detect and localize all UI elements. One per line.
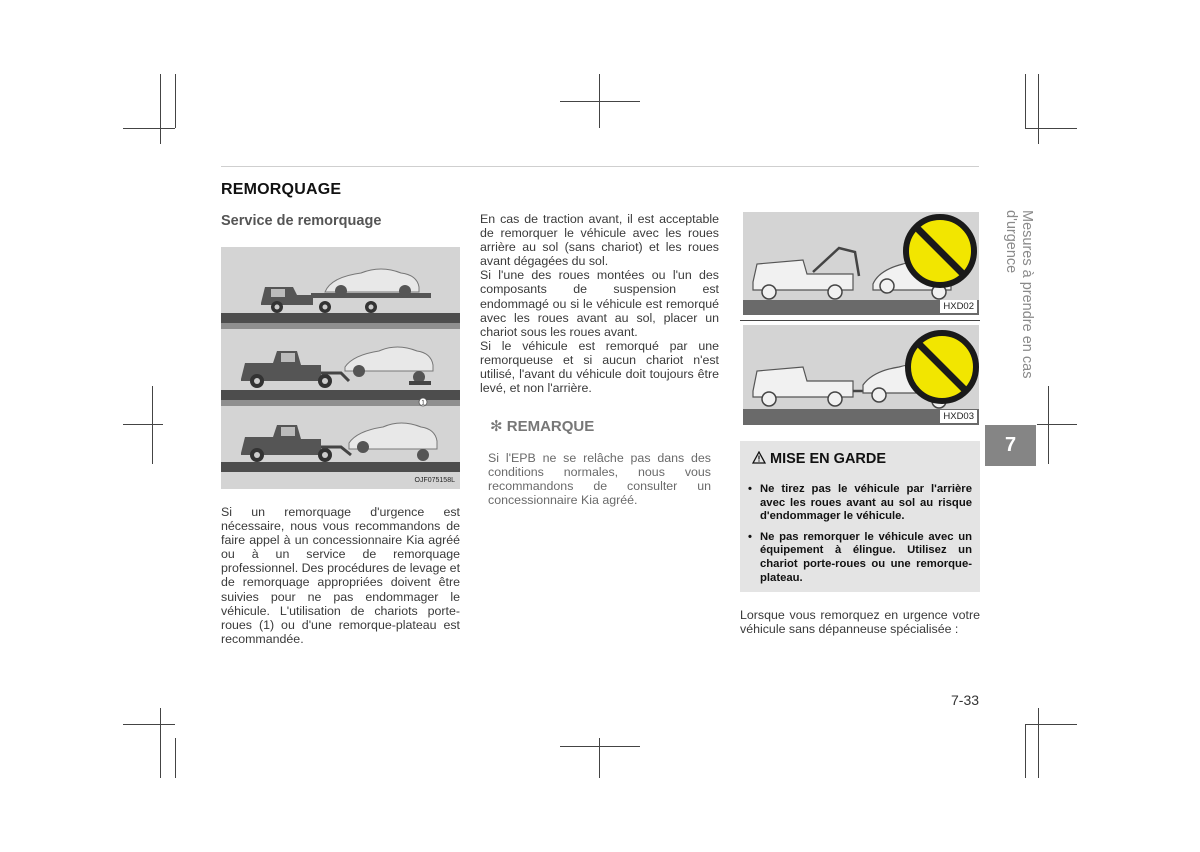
right-column-text bbox=[740, 608, 980, 636]
warning-item: • Ne pas remorquer le véhicule avec un équipement à élingue. Utilisez un chariot porte-roues ou une remorque-plateau. bbox=[748, 531, 972, 585]
figure-code: OJF075158L bbox=[414, 477, 455, 484]
figure-divider bbox=[740, 320, 980, 321]
chapter-title: Mesures à prendre en cas d'urgence bbox=[1003, 210, 1035, 379]
middle-column-text bbox=[480, 212, 719, 395]
left-paragraph: Si un remorquage d'urgence est nécessaire, nous vous recommandons de faire appel à un concessionnaire Kia agréé ou à un service de remorquage professionnel. Des procédures de levage et de remorquage appropriées doivent être suivies pour ne pas endommager le véhicule. L'utilisation de chariots porte-roues (1) ou d'une remorque-plateau est recommandée. bbox=[221, 505, 461, 646]
page-number: 7-33 bbox=[951, 692, 980, 708]
asterisk-icon: ✻ bbox=[490, 418, 503, 435]
section-title: REMORQUAGE bbox=[221, 181, 342, 198]
left-column-text bbox=[221, 505, 460, 646]
note-text: Si l'EPB ne se relâche pas dans des conditions normales, nous vous recommandons de consulter un concessionnaire Kia agréé. bbox=[488, 451, 711, 508]
middle-paragraph-2: Si l'une des roues montées ou l'un des composants de suspension est endommagé ou si le véhicule est remorqué avec les roues avant au sol, placer un chariot sous les roues avant. bbox=[480, 268, 719, 339]
warning-box bbox=[740, 441, 980, 592]
callout-number: 1 bbox=[421, 400, 425, 407]
prohibition-icon bbox=[906, 217, 974, 285]
middle-paragraph-1: En cas de traction avant, il est acceptable de remorquer le véhicule avec les roues arrière au sol (sans chariot) et les roues avant dégagées du sol. bbox=[480, 212, 719, 269]
figure-code-hxd02: HXD02 bbox=[940, 300, 977, 313]
right-paragraph: Lorsque vous remorquez en urgence votre véhicule sans dépanneuse spécialisée : bbox=[740, 608, 980, 637]
top-rule bbox=[221, 166, 979, 167]
chapter-tab: 7 bbox=[985, 425, 1036, 466]
subsection-title: Service de remorquage bbox=[221, 213, 382, 229]
prohibited-towing-figure-1 bbox=[743, 212, 979, 315]
note-title: REMARQUE bbox=[506, 418, 595, 435]
note-heading bbox=[490, 417, 594, 435]
warning-heading bbox=[752, 451, 886, 467]
towing-illustration bbox=[221, 247, 460, 489]
middle-paragraph-3: Si le véhicule est remorqué par une remorqueuse et si aucun chariot n'est utilisé, l'avant du véhicule doit toujours être levé, et non l'arrière. bbox=[480, 338, 719, 396]
warning-triangle-icon bbox=[752, 451, 766, 464]
note-body bbox=[488, 451, 711, 507]
figure-code-hxd03: HXD03 bbox=[940, 410, 977, 423]
warning-title: MISE EN GARDE bbox=[770, 451, 887, 467]
warning-item: • Ne tirez pas le véhicule par l'arrière avec les roues avant au sol au risque d'endommager le véhicule. bbox=[748, 483, 972, 524]
towing-methods-figure bbox=[221, 247, 460, 489]
prohibition-icon bbox=[908, 333, 976, 401]
warning-list bbox=[748, 483, 972, 592]
prohibited-towing-figure-2 bbox=[743, 325, 979, 425]
